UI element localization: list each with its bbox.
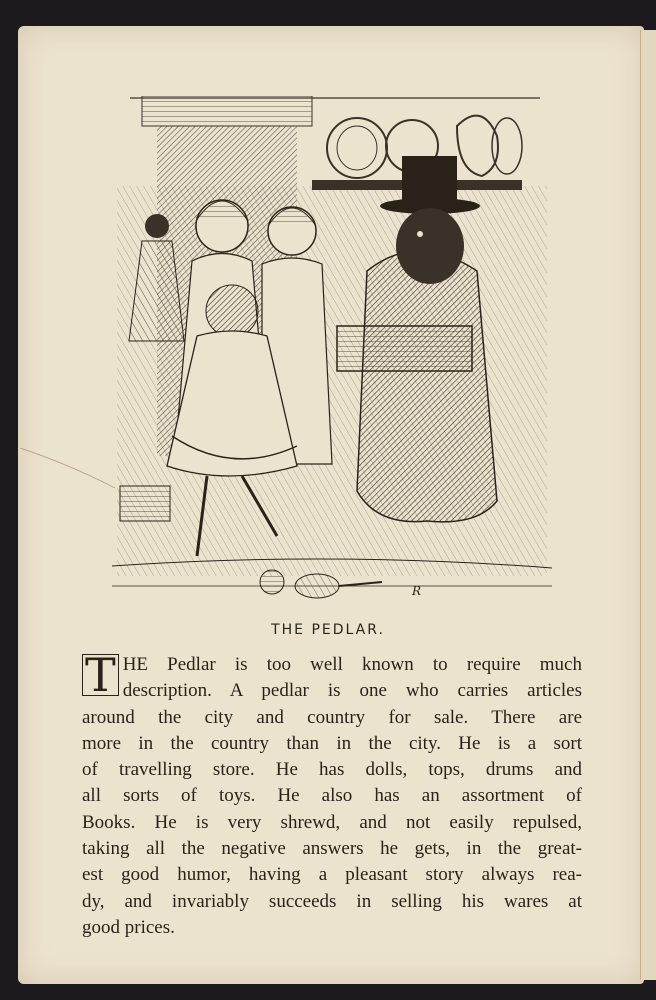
paragraph-line: all sorts of toys. He also has an assortment of xyxy=(82,785,582,807)
page-crease xyxy=(20,448,115,488)
drop-cap: T xyxy=(82,654,119,696)
paragraph-line: Books. He is very shrewd, and not easily repulsed, xyxy=(82,811,582,833)
paragraph-line: description. A pedlar is one who carries articles xyxy=(122,680,582,702)
paragraph-line: dy, and invariably succeeds in selling his wares at xyxy=(82,890,582,912)
paragraph-line: more in the country than in the city. He is a sort xyxy=(82,732,582,754)
engraver-signature: R xyxy=(412,584,422,598)
engraving-image xyxy=(112,96,552,606)
paragraph-line: around the city and country for sale. There are xyxy=(82,706,582,728)
paragraph-line: taking all the negative answers he gets, in the great- xyxy=(82,838,582,860)
paragraph-line: of travelling store. He has dolls, tops, drums and xyxy=(82,759,582,781)
body-paragraph xyxy=(82,648,582,941)
paragraph-line: good prices. xyxy=(82,916,175,938)
paragraph-line: HE Pedlar is too well known to require much xyxy=(122,654,582,675)
paragraph-line: est good humor, having a pleasant story always rea- xyxy=(82,864,582,886)
pedlar-engraving xyxy=(112,96,552,606)
illustration-caption: THE PEDLAR. xyxy=(271,622,385,638)
next-page-edge xyxy=(640,30,656,980)
